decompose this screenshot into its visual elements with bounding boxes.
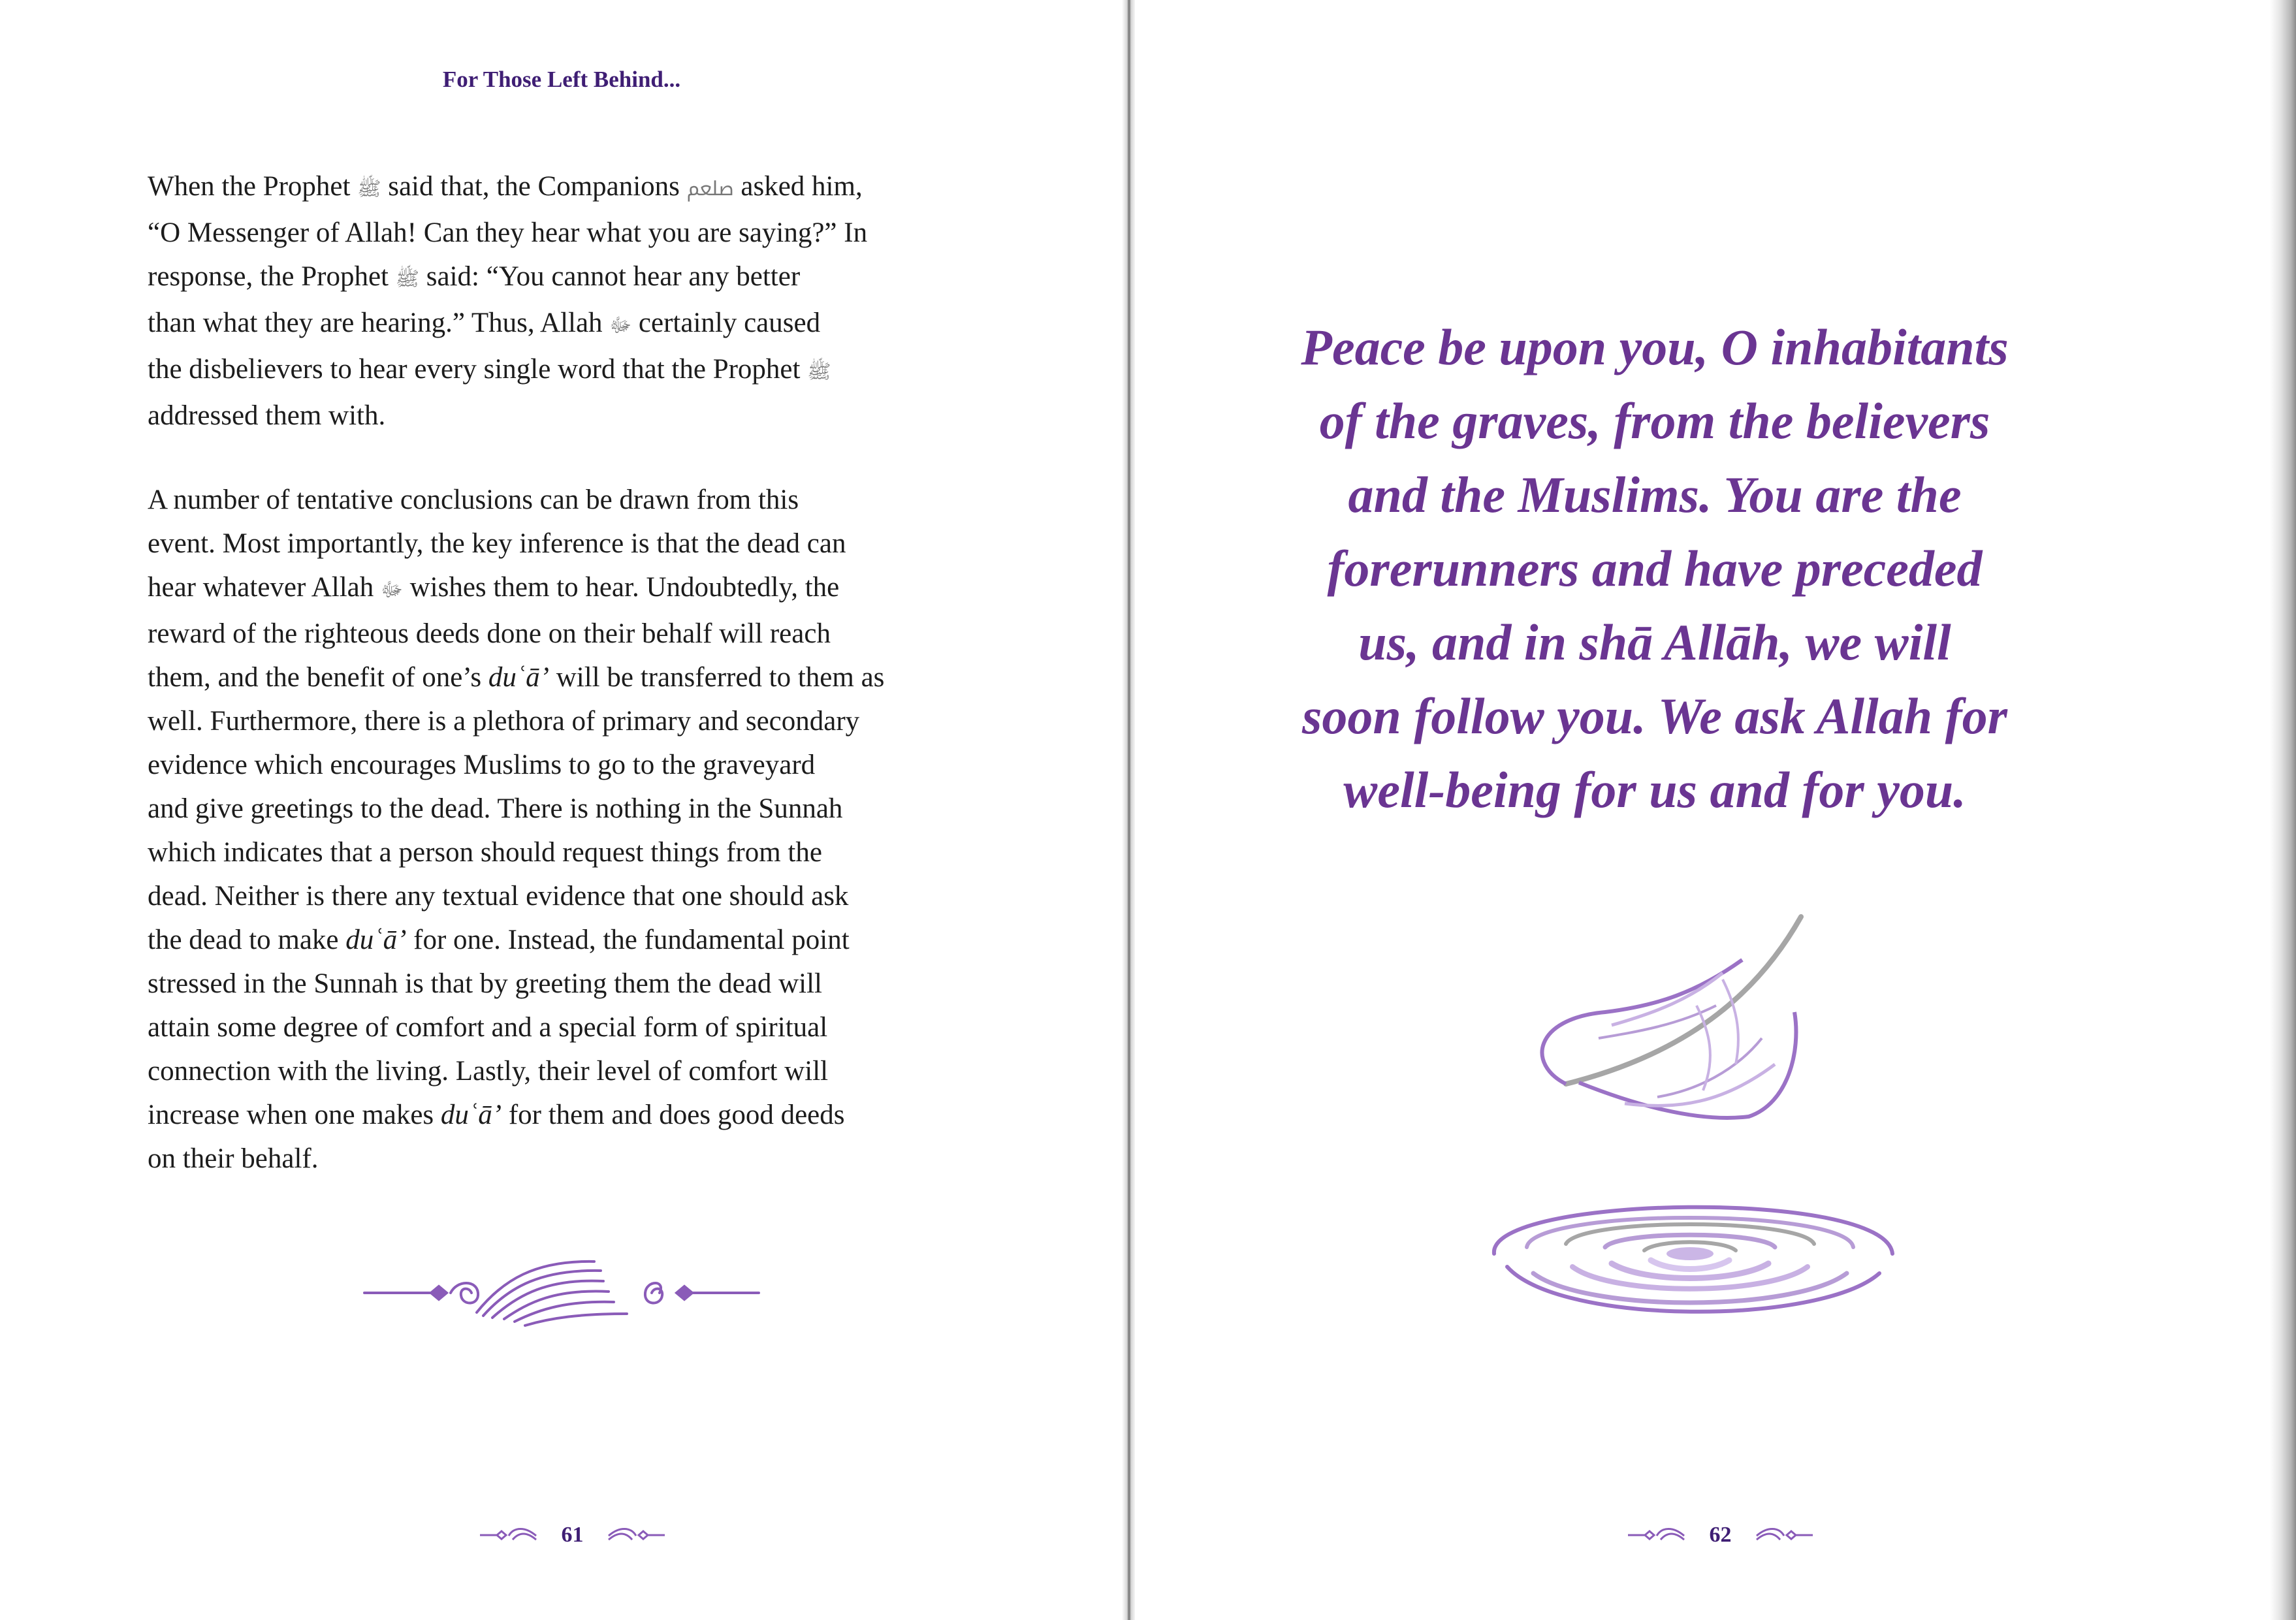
- text-line: response, the Prophet ﷺ said: “You cannot hear any better: [148, 261, 801, 292]
- text-line: on their behalf.: [148, 1143, 319, 1174]
- text-line: increase when one makes duʿā’ for them and does good deeds: [148, 1100, 845, 1130]
- page-edge-shadow: [2270, 0, 2296, 1620]
- honorific-glyph: ﷺ: [395, 268, 420, 290]
- paragraph-1: [148, 165, 997, 437]
- honorific-glyph: ﷻ: [380, 579, 403, 601]
- text-line: and give greetings to the dead. There is nothing in the Sunnah: [148, 793, 843, 824]
- text-line: “O Messenger of Allah! Can they hear what you are saying?” In: [148, 217, 868, 248]
- folio-left-flourish-icon: [1628, 1525, 1687, 1545]
- text-line: the dead to make duʿā’ for one. Instead, the fundamental point: [148, 925, 850, 955]
- text-line: event. Most importantly, the key inference is that the dead can: [148, 528, 846, 559]
- quote-line: forerunners and have preceded: [1327, 540, 1983, 597]
- text-line: A number of tentative conclusions can be drawn from this: [148, 484, 799, 515]
- honorific-glyph: ﷺ: [807, 361, 831, 383]
- honorific-glyph: ﷻ: [609, 315, 632, 336]
- text-line: connection with the living. Lastly, their level of comfort will: [148, 1056, 829, 1087]
- running-head: For Those Left Behind...: [442, 67, 681, 92]
- text-line: reward of the righteous deeds done on their behalf will reach: [148, 618, 831, 649]
- quote-line: Peace be upon you, O inhabitants: [1301, 319, 2009, 375]
- text-line: addressed them with.: [148, 400, 386, 431]
- right-page: [1135, 0, 2296, 1620]
- paragraph-2: [148, 478, 997, 1181]
- quote-line: soon follow you. We ask Allah for: [1302, 688, 2007, 744]
- text-line: When the Prophet ﷺ said that, the Companions ﷵ asked him,: [148, 171, 863, 202]
- text-line: them, and the benefit of one’s duʿā’ will be transferred to them as: [148, 662, 885, 693]
- folio-left-flourish-icon: [480, 1525, 539, 1545]
- text-line: well. Furthermore, there is a plethora of primary and secondary: [148, 706, 860, 737]
- text-line: the disbelievers to hear every single word that the Prophet ﷺ: [148, 354, 831, 385]
- text-line: dead. Neither is there any textual evidence that one should ask: [148, 881, 849, 912]
- text-line: evidence which encourages Muslims to go to the graveyard: [148, 750, 816, 780]
- water-ripple-icon: [1481, 1169, 1899, 1339]
- folio-right-flourish-icon: [1754, 1525, 1813, 1545]
- grave-greeting-quote: [1243, 310, 2066, 827]
- feather-icon: [1527, 908, 1814, 1136]
- text-line: than what they are hearing.” Thus, Allah ﷻ certainly caused: [148, 308, 821, 338]
- left-page: [0, 0, 1123, 1620]
- honorific-glyph: ﷵ: [686, 178, 734, 200]
- book-gutter: [1122, 0, 1136, 1620]
- quote-line: and the Muslims. You are the: [1348, 466, 1962, 523]
- text-line: stressed in the Sunnah is that by greeting them the dead will: [148, 968, 822, 999]
- quote-line: of the graves, from the believers: [1319, 392, 1990, 449]
- page-number-62: 62: [1628, 1521, 1813, 1554]
- page-number-61: 61: [480, 1521, 665, 1554]
- honorific-glyph: ﷺ: [357, 178, 381, 200]
- body-text: [148, 165, 997, 1181]
- scroll-flourish-icon: [353, 1241, 771, 1345]
- quote-line: well-being for us and for you.: [1343, 761, 1966, 818]
- folio-right-flourish-icon: [606, 1525, 665, 1545]
- text-line: hear whatever Allah ﷻ wishes them to hear. Undoubtedly, the: [148, 572, 840, 603]
- quote-line: us, and in shā Allāh, we will: [1358, 614, 1951, 671]
- text-line: attain some degree of comfort and a special form of spiritual: [148, 1012, 828, 1043]
- text-line: which indicates that a person should request things from the: [148, 837, 822, 868]
